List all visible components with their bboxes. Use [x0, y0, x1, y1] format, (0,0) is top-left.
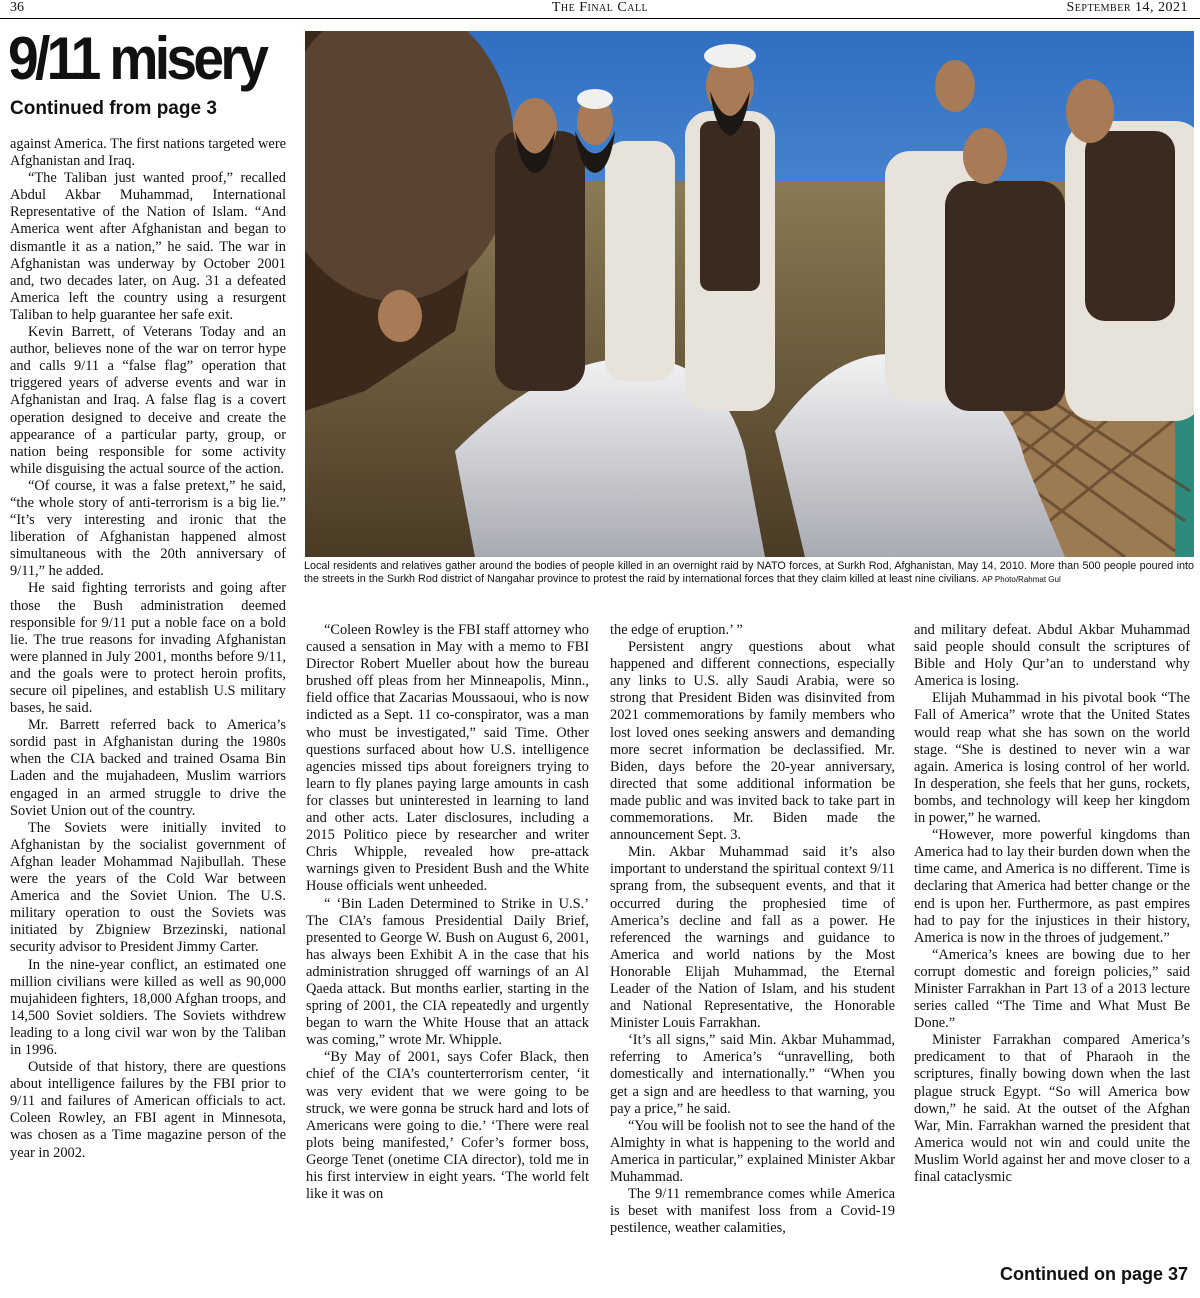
news-photo	[305, 31, 1194, 557]
page-header	[0, 0, 1200, 19]
headline: 9/11 misery	[8, 25, 266, 92]
paragraph: Outside of that history, there are questions about intelligence failures by the FBI prior to 9/11 and failures of American officials to act. Coleen Rowley, an FBI agent in Minnesota, was chosen as a Time magazine person of the year in 2002.	[10, 1059, 286, 1161]
paragraph: Minister Farrakhan compared America’s predicament to that of Pharaoh in the scriptures, finally bowing down when the last plague struck Egypt. “So will America bow down,” he said. At the outset of the Afghan War, Min. Farrakhan warned the president that America would not win and could unite the Muslim World against her and move closer to a final cataclysmic	[914, 1032, 1190, 1185]
article-column-3	[610, 622, 895, 1237]
article-column-2	[306, 622, 589, 1203]
paragraph: “Of course, it was a false pretext,” he said, “the whole story of anti-terrorism is a big lie.” “It’s very interesting and ironic that the liberation of Afghanistan happened almost simultaneous with the 20th anniversary of 9/11,” he added.	[10, 477, 286, 580]
paragraph: The 9/11 remembrance comes while America is beset with manifest loss from a Covid-19 pestilence, weather calamities,	[610, 1186, 895, 1237]
paragraph: Kevin Barrett, of Veterans Today and an author, believes none of the war on terror hype and calls 9/11 a “false flag” operation that triggered years of adverse events and war in Afghanistan and Iraq. A false flag is a covert operation designed to deceive and create the appearance of a particular party, group, or nation being responsible for some activity while disguising the actual source of the action.	[10, 324, 286, 477]
page-number: 36	[10, 0, 24, 15]
paragraph: Mr. Barrett referred back to America’s sordid past in Afghanistan during the 1980s when the CIA backed and trained Osama Bin Laden and the mujahadeen, Muslim warriors engaged in an armed struggle to drive the Soviet Union out of the country.	[10, 717, 286, 819]
photo-caption-text: Local residents and relatives gather around the bodies of people killed in an overnight raid by NATO forces, at Surkh Rod, Afghanistan, May 14, 2010. More than 500 people poured into the streets in the Surkh Rod district of Nangahar province to protest the raid by international forces that they claim killed at least nine civilians.	[304, 560, 1194, 585]
paragraph: The Soviets were initially invited to Afghanistan by the socialist government of Afghan leader Mohammad Najibullah. These were the years of the Cold War between America and the Soviet Union. The U.S. military operation to oust the Soviets was initiated by Zbigniew Brzezinski, national security advisor to President Jimmy Carter.	[10, 819, 286, 956]
paragraph: Min. Akbar Muhammad said it’s also important to understand the spiritual context 9/11 sprang from, the subsequent events, and that it occurred during the prophesied time of America’s decline and fall as a power. He referenced the warnings and guidance to America and world nations by the Most Honorable Elijah Muhammad, the Eternal Leader of the Nation of Islam, and his student and National Representative, the Honorable Minister Louis Farrakhan.	[610, 844, 895, 1032]
paragraph: “By May of 2001, says Cofer Black, then chief of the CIA’s counterterrorism center, ‘it was very evident that we were going to be struck, we were gonna be struck hard and lots of Americans were going to die.’ ‘There were real plots being manifested,’ Cofer’s former boss, George Tenet (onetime CIA director), told me in his first interview in eight years. ‘The world felt like it was on	[306, 1049, 589, 1203]
article-column-4	[914, 622, 1190, 1186]
continued-from-label: Continued from page 3	[10, 98, 217, 119]
paragraph: “Coleen Rowley is the FBI staff attorney who caused a sensation in May with a memo to FBI Director Robert Mueller about how the bureau brushed off pleas from her Minneapolis, Minn., field office that Zacarias Moussaoui, who is now indicted as a Sept. 11 co-conspirator, was a man who must be investigated,” said Time. Other questions surfaced about how U.S. intelligence agencies missed tips about foreigners trying to learn to fly planes paying large amounts in cash for classes but uninterested in learning to land and other acts. Later disclosures, including a 2015 Politico piece by researcher and writer Chris Whipple, revealed how pre-attack warnings given to President Bush and the White House officials went unheeded.	[306, 622, 589, 895]
paragraph: Elijah Muhammad in his pivotal book “The Fall of America” wrote that the United States would reap what she has sown on the world stage. “She is destined to never win a war again. America is losing control of her world. In desperation, she feels that her guns, rockets, bombs, and technology will keep her kingdom in power,” he warned.	[914, 690, 1190, 827]
paragraph: Persistent angry questions about what happened and different connections, especially any links to U.S. ally Saudi Arabia, were so strong that President Biden was disinvited from 2021 commemorations by family members who lost loved ones seeking answers and demanding more secret information be declassified. Mr. Biden, days before the 20-year anniversary, directed that some additional information be made public and was invited back to take part in commemorations. Mr. Biden made the announcement Sept. 3.	[610, 639, 895, 844]
paragraph: “The Taliban just wanted proof,” recalled Abdul Akbar Muhammad, International Representative of the Nation of Islam. “And America went after Afghanistan and began to dismantle it as a nation,” he said. The war in Afghanistan was underway by October 2001 and, two decades later, on Aug. 31 a defeated America left the country using a resurgent Taliban to help guarantee her safe exit.	[10, 170, 286, 323]
paragraph: In the nine-year conflict, an estimated one million civilians were killed as well as 90,000 mujahideen fighters, 18,000 Afghan troops, and 14,500 Soviet soldiers. The Soviets withdrew leading to a long civil war won by the Taliban in 1996.	[10, 956, 286, 1058]
news-photo-icon	[305, 31, 1194, 557]
paragraph: ‘It’s all signs,” said Min. Akbar Muhammad, referring to America’s “unravelling, both domestically and internationally.” “When you get a sign and are heedless to that warning, you pay a price,” he said.	[610, 1032, 895, 1117]
paragraph: “ ‘Bin Laden Determined to Strike in U.S.’ The CIA’s famous Presidential Daily Brief, presented to George W. Bush on August 6, 2001, has always been Exhibit A in the case that his administration shrugged off warnings of an Al Qaeda attack. But months earlier, starting in the spring of 2001, the CIA repeatedly and urgently began to warn the White House that an attack was coming,” wrote Mr. Whipple.	[306, 895, 589, 1049]
paragraph: “You will be foolish not to see the hand of the Almighty in what is happening to the world and America in particular,” explained Minister Akbar Muhammad.	[610, 1117, 895, 1185]
paragraph: against America. The first nations targeted were Afghanistan and Iraq.	[10, 136, 286, 170]
continued-on-label: Continued on page 37	[999, 1264, 1188, 1284]
issue-date: September 14, 2021	[1066, 0, 1188, 15]
paragraph: He said fighting terrorists and going after those the Bush administration deemed responsible for 9/11 put a noble face on a bold lie. The true reasons for invading Afghanistan were planned in July 2001, months before 9/11, and the goals were to protect heroin profits, secure oil pipelines, and establish U.S military bases, he said.	[10, 580, 286, 717]
article-column-1	[10, 136, 286, 1162]
paragraph: the edge of eruption.’ ”	[610, 622, 743, 638]
paragraph: and military defeat. Abdul Akbar Muhammad said people should consult the scriptures of Bible and Holy Qur’an to understand why America is losing.	[914, 622, 1190, 690]
masthead: The Final Call	[551, 0, 649, 15]
photo-caption	[304, 560, 1194, 586]
photo-credit: AP Photo/Rahmat Gul	[982, 575, 1061, 584]
paragraph: “America’s knees are bowing due to her corrupt domestic and foreign policies,” said Minister Farrakhan in Part 13 of a 2013 lecture series called “The Time and What Must Be Done.”	[914, 946, 1190, 1032]
paragraph: “However, more powerful kingdoms than America had to lay their burden down when the time came, and America is no different. Time is declaring that America had better change or the end is upon her. Furthermore, as past empires had to pay for the injustices in their history, America is now in the throes of judgement.”	[914, 827, 1190, 946]
